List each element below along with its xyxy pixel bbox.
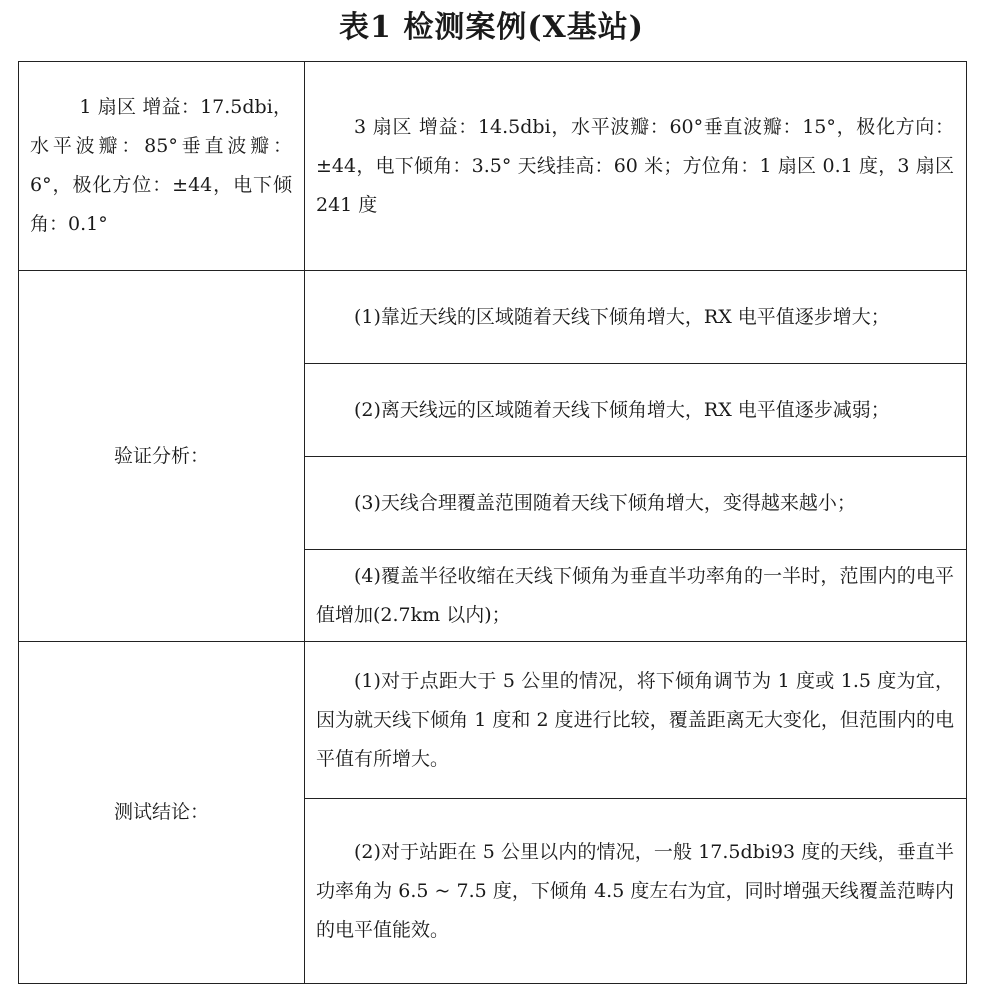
- sector3-params-text: 3 扇区 增益：14.5dbi，水平波瓣：60°垂直波瓣：15°，极化方向：±44，电下倾角：3.5° 天线挂高：60 米；方位角：1 扇区 0.1 度，3 扇区 241 度: [316, 115, 954, 216]
- table-title: 表1 检测案例(X基站): [339, 10, 644, 45]
- analysis-label-cell: [19, 271, 305, 642]
- analysis-items-cell: [305, 271, 967, 642]
- analysis-item-1: (1)靠近天线的区域随着天线下倾角增大，RX 电平值逐步增大；: [354, 305, 890, 328]
- conclusion-item-2: (2)对于站距在 5 公里以内的情况，一般 17.5dbi93 度的天线，垂直半功率角为 6.5 ~ 7.5 度，下倾角 4.5 度左右为宜，同时增强天线覆盖范畴内的电平值能效。: [316, 840, 954, 941]
- sector1-params-cell: [19, 62, 305, 271]
- sector1-params-text: 1 扇区 增益：17.5dbi，水平波瓣：85°垂直波瓣：6°，极化方位：±44，电下倾角：0.1°: [30, 96, 292, 235]
- conclusion-item-1: (1)对于点距大于 5 公里的情况，将下倾角调节为 1 度或 1.5 度为宜，因为就天线下倾角 1 度和 2 度进行比较，覆盖距离无大变化，但范围内的电平值有所增大。: [316, 669, 954, 770]
- table-row-conclusion: [19, 642, 967, 984]
- analysis-label: 验证分析：: [113, 444, 209, 467]
- analysis-list: [305, 271, 966, 641]
- list-item: [305, 364, 966, 457]
- test-case-table: [18, 61, 967, 984]
- list-item: [305, 642, 966, 799]
- list-item: [305, 271, 966, 364]
- list-item: [305, 550, 966, 642]
- table-row-parameters: [19, 62, 967, 271]
- conclusion-label-cell: [19, 642, 305, 984]
- conclusion-label: 测试结论：: [113, 801, 209, 823]
- list-item: [305, 799, 966, 984]
- conclusion-items-cell: [305, 642, 967, 984]
- list-item: [305, 457, 966, 550]
- conclusion-list: [305, 642, 966, 983]
- sector3-params-cell: [305, 62, 967, 271]
- analysis-item-3: (3)天线合理覆盖范围随着天线下倾角增大，变得越来越小；: [354, 491, 856, 514]
- table-row-analysis: [19, 271, 967, 642]
- analysis-item-2: (2)离天线远的区域随着天线下倾角增大，RX 电平值逐步减弱；: [354, 398, 890, 421]
- analysis-item-4: (4)覆盖半径收缩在天线下倾角为垂直半功率角的一半时，范围内的电平值增加(2.7km 以内)；: [316, 564, 954, 626]
